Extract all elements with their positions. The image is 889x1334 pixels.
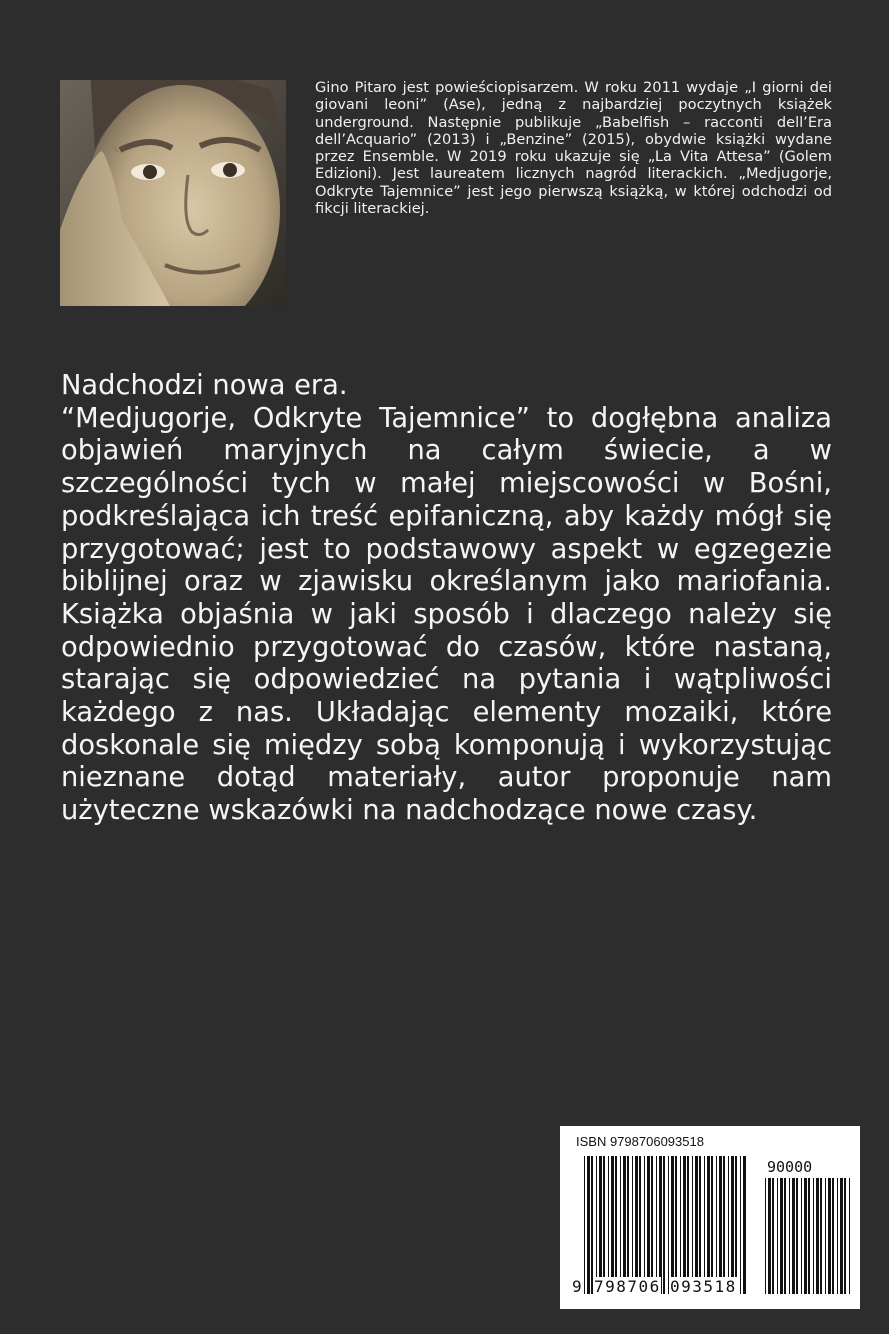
author-portrait-icon	[60, 80, 286, 306]
barcode-bar	[792, 1178, 795, 1294]
barcode-bar	[801, 1178, 802, 1294]
barcode-bar	[844, 1178, 846, 1294]
barcode-bar	[743, 1156, 746, 1294]
barcode-bar	[671, 1156, 674, 1294]
barcode-bar	[849, 1178, 850, 1294]
description-body: “Medjugorje, Odkryte Tajemnice” to dogłębna analiza objawień maryjnych na całym świecie, a w szczególności tych w małej miejscowości w Bośni, podkreślająca ich treść epifaniczną, aby każdy mógł się przygotować; jest to podstawowy aspekt w egzegezie biblijnej oraz w zjawisku określanym jako mariofania. Książka objaśnia w jaki sposób i dlaczego należy się odpowiednio przygotować do czasów, które nastaną, starając się odpowiedzieć na pytania i wątpliwości każdego z nas. Układając elementy mozaiki, które doskonale się między sobą komponują i wykorzystując nieznane dotąd materiały, autor proponuje nam użyteczne wskazówki na nadchodzące nowe czasy.	[61, 402, 832, 827]
barcode-bar	[620, 1156, 621, 1294]
barcode-bar	[804, 1178, 807, 1294]
book-description	[61, 370, 832, 828]
barcode-bar	[768, 1178, 771, 1294]
barcode-bar	[808, 1178, 810, 1294]
barcode-bar	[651, 1156, 653, 1294]
barcode-bar	[611, 1156, 614, 1294]
author-photo	[60, 80, 286, 306]
barcode-bar	[683, 1156, 686, 1294]
barcode-bar	[675, 1156, 677, 1294]
barcode-digits-right: 093518	[670, 1277, 737, 1296]
barcode-bar	[680, 1156, 681, 1294]
barcode-bar	[837, 1178, 838, 1294]
barcode-bar	[731, 1156, 734, 1294]
barcode-bar	[728, 1156, 729, 1294]
barcode-bar	[789, 1178, 790, 1294]
barcode-bar	[584, 1156, 585, 1294]
barcode-bar	[707, 1156, 710, 1294]
barcode-bar	[840, 1178, 843, 1294]
barcode-bar	[699, 1156, 701, 1294]
isbn-label: ISBN 9798706093518	[576, 1134, 704, 1149]
barcode-bar	[608, 1156, 609, 1294]
barcode-bar	[704, 1156, 705, 1294]
barcode-digits-left: 798706	[594, 1277, 661, 1296]
barcode-bar	[716, 1156, 717, 1294]
barcode-bar	[591, 1156, 593, 1294]
barcode-bar	[719, 1156, 722, 1294]
barcode-bar	[772, 1178, 774, 1294]
barcode-bar	[644, 1156, 645, 1294]
isbn-barcode-block	[560, 1126, 860, 1309]
barcode-bar	[723, 1156, 725, 1294]
barcode-bar	[587, 1156, 590, 1294]
description-intro: Nadchodzi nowa era.	[61, 370, 348, 401]
barcode-bar	[711, 1156, 713, 1294]
barcode-bar	[735, 1156, 737, 1294]
barcode-bar	[695, 1156, 698, 1294]
barcode-bar	[832, 1178, 834, 1294]
barcode-bar	[828, 1178, 831, 1294]
barcode-bar	[627, 1156, 629, 1294]
barcode-bar	[777, 1178, 778, 1294]
barcode-bar	[596, 1156, 597, 1294]
barcode-bar	[692, 1156, 693, 1294]
barcode-bar	[668, 1156, 669, 1294]
barcode-bar	[632, 1156, 633, 1294]
barcode-bar	[663, 1156, 665, 1294]
barcode-bar	[765, 1178, 766, 1294]
barcode-bar	[740, 1156, 741, 1294]
barcode-bar	[784, 1178, 786, 1294]
barcode-digit-lead: 9	[572, 1277, 582, 1296]
barcode-bar	[599, 1156, 602, 1294]
barcode-bar	[603, 1156, 605, 1294]
barcode-bar	[687, 1156, 689, 1294]
barcode-bar	[813, 1178, 814, 1294]
barcode-bar	[623, 1156, 626, 1294]
barcode-bar	[647, 1156, 650, 1294]
barcode-bar	[825, 1178, 826, 1294]
barcode-bar	[635, 1156, 638, 1294]
barcode-bar	[816, 1178, 819, 1294]
barcode-bar	[820, 1178, 822, 1294]
author-bio: Gino Pitaro jest powieściopisarzem. W roku 2011 wydaje „I giorni dei giovani leoni” (Ase), jedną z najbardziej poczytnych książek underground. Następnie publikuje „Babelfish – racconti dell’Era dell’Acquario” (2013) i „Benzine” (2015), obydwie książki wydane przez Ensemble. W 2019 roku ukazuje się „La Vita Attesa” (Golem Edizioni). Jest laureatem licznych nagród literackich. „Medjugorje, Odkryte Tajemnice” jest jego pierwszą książką, w której odchodzi od fikcji literackiej.	[315, 79, 832, 218]
price-code: 90000	[767, 1158, 813, 1176]
barcode-bar	[659, 1156, 662, 1294]
barcode-bar	[656, 1156, 657, 1294]
barcode-bar	[780, 1178, 783, 1294]
barcode-bar	[615, 1156, 617, 1294]
barcode-bar	[639, 1156, 641, 1294]
barcode-bar	[796, 1178, 798, 1294]
